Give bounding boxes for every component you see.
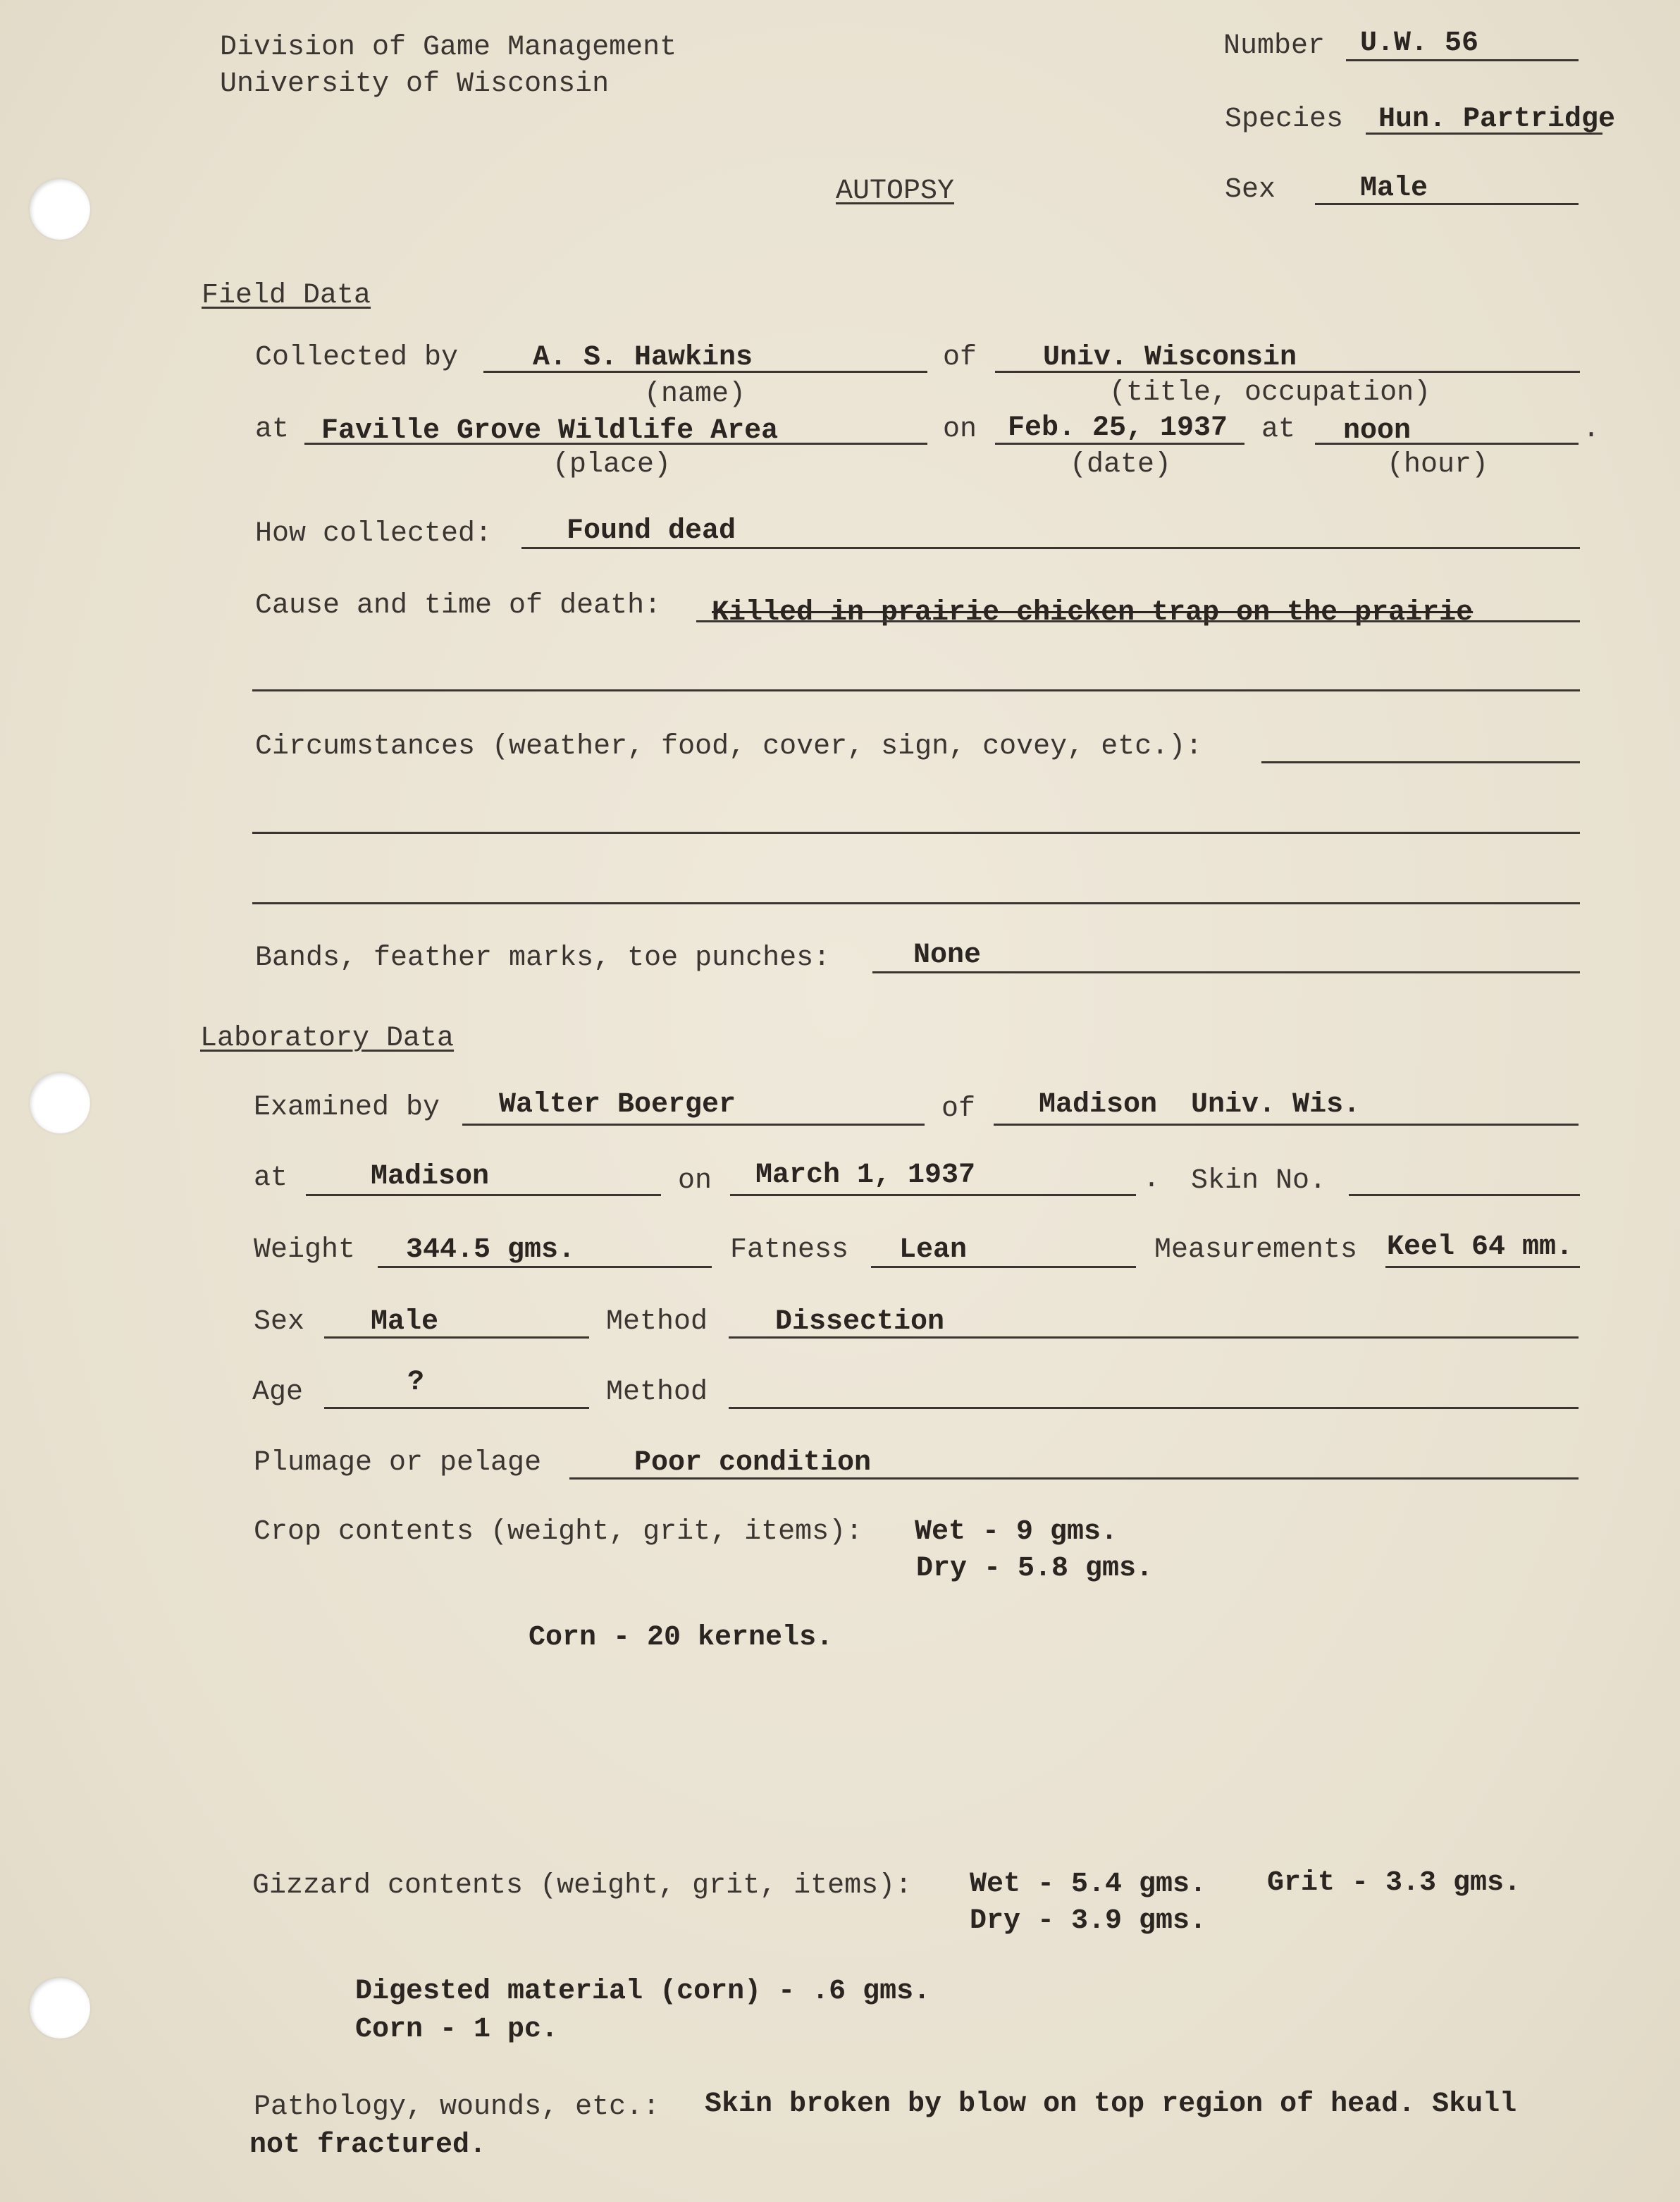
digested-material: Digested material (corn) - .6 gms. bbox=[355, 1976, 931, 2007]
species-rule bbox=[1366, 133, 1602, 135]
place-rule bbox=[304, 443, 927, 445]
weight-value: 344.5 gms. bbox=[406, 1234, 576, 1266]
plumage-rule bbox=[569, 1477, 1579, 1480]
circumstances-label: Circumstances (weather, food, cover, sign, covey, etc.): bbox=[255, 731, 1203, 763]
species-label: Species bbox=[1225, 104, 1344, 135]
gizzard-grit: Grit - 3.3 gms. bbox=[1267, 1867, 1521, 1899]
cause-rule-2 bbox=[252, 689, 1580, 691]
punch-hole-middle bbox=[30, 1073, 90, 1133]
circumstances-rule bbox=[1261, 761, 1580, 763]
age-value: ? bbox=[407, 1367, 425, 1398]
at2-label: at bbox=[1261, 414, 1296, 445]
institution-line-2: University of Wisconsin bbox=[220, 68, 610, 100]
number-rule bbox=[1346, 59, 1579, 61]
how-collected-rule bbox=[521, 547, 1580, 549]
lab-of-rule bbox=[994, 1124, 1579, 1126]
method2-label: Method bbox=[606, 1377, 708, 1408]
lab-on-label: on bbox=[678, 1165, 712, 1197]
lab-at-rule bbox=[306, 1194, 661, 1196]
examined-by-rule bbox=[462, 1124, 925, 1126]
crop-wet: Wet - 9 gms. bbox=[915, 1516, 1118, 1548]
method2-rule bbox=[729, 1407, 1579, 1409]
lab-sex-rule bbox=[324, 1336, 589, 1339]
method-value: Dissection bbox=[775, 1306, 945, 1338]
skin-no-rule bbox=[1349, 1194, 1580, 1196]
measurements-value: Keel 64 mm. bbox=[1387, 1231, 1574, 1263]
weight-label: Weight bbox=[254, 1234, 356, 1266]
bands-value: None bbox=[913, 940, 982, 971]
lab-of-label: of bbox=[941, 1093, 976, 1125]
collected-by-value: A. S. Hawkins bbox=[533, 342, 753, 374]
period: . bbox=[1583, 414, 1600, 445]
plumage-label: Plumage or pelage bbox=[254, 1447, 542, 1479]
hour-caption: (hour) bbox=[1387, 449, 1489, 481]
age-label: Age bbox=[252, 1377, 304, 1408]
method-label: Method bbox=[606, 1306, 708, 1338]
pathology-value-line-1: Skin broken by blow on top region of head. Skull bbox=[705, 2089, 1517, 2120]
cause-value: Killed in prairie chicken trap on the prairie bbox=[712, 597, 1474, 629]
number-label: Number bbox=[1223, 30, 1326, 62]
place-caption: (place) bbox=[552, 449, 672, 481]
header-sex-label: Sex bbox=[1225, 174, 1276, 206]
corn-piece: Corn - 1 pc. bbox=[355, 2014, 559, 2046]
plumage-value: Poor condition bbox=[634, 1447, 872, 1479]
examined-by-label: Examined by bbox=[254, 1092, 440, 1124]
institution-line-1: Division of Game Management bbox=[220, 32, 677, 63]
of-rule bbox=[995, 371, 1580, 373]
hour-rule bbox=[1315, 443, 1579, 445]
name-caption: (name) bbox=[644, 379, 746, 410]
lab-data-heading: Laboratory Data bbox=[200, 1023, 455, 1054]
header-sex-rule bbox=[1315, 203, 1579, 205]
measurements-rule bbox=[1385, 1266, 1580, 1268]
crop-corn: Corn - 20 kernels. bbox=[529, 1622, 834, 1654]
crop-label: Crop contents (weight, grit, items): bbox=[254, 1516, 863, 1548]
punch-hole-top bbox=[30, 179, 90, 240]
lab-of-value: Madison Univ. Wis. bbox=[1039, 1089, 1361, 1121]
header-sex-value: Male bbox=[1360, 173, 1428, 204]
lab-at-label: at bbox=[254, 1162, 288, 1194]
field-data-heading: Field Data bbox=[202, 280, 371, 312]
crop-dry: Dry - 5.8 gms. bbox=[916, 1553, 1154, 1585]
pathology-value-line-2: not fractured. bbox=[249, 2129, 487, 2161]
title-caption: (title, occupation) bbox=[1109, 377, 1431, 409]
age-rule bbox=[324, 1407, 589, 1409]
bands-rule bbox=[872, 971, 1580, 973]
date-rule bbox=[995, 443, 1244, 445]
collected-by-rule bbox=[483, 371, 927, 373]
place-value: Faville Grove Wildlife Area bbox=[321, 415, 779, 447]
lab-on-value: March 1, 1937 bbox=[755, 1160, 976, 1191]
of-label: of bbox=[943, 342, 977, 374]
lab-on-rule bbox=[730, 1194, 1136, 1196]
date-value: Feb. 25, 1937 bbox=[1008, 412, 1228, 444]
species-value: Hun. Partridge bbox=[1378, 104, 1616, 135]
fatness-rule bbox=[871, 1266, 1136, 1268]
circumstances-rule-2 bbox=[252, 832, 1580, 834]
lab-period: . bbox=[1143, 1164, 1161, 1195]
at-label: at bbox=[255, 414, 290, 445]
weight-rule bbox=[378, 1266, 712, 1268]
fatness-label: Fatness bbox=[730, 1234, 849, 1266]
bands-label: Bands, feather marks, toe punches: bbox=[255, 942, 831, 974]
circumstances-rule-3 bbox=[252, 902, 1580, 904]
collected-by-label: Collected by bbox=[255, 342, 459, 374]
of-value: Univ. Wisconsin bbox=[1043, 342, 1297, 374]
measurements-label: Measurements bbox=[1154, 1234, 1358, 1266]
form-title: AUTOPSY bbox=[836, 176, 955, 207]
examined-by-value: Walter Boerger bbox=[499, 1089, 736, 1121]
gizzard-dry: Dry - 3.9 gms. bbox=[970, 1905, 1207, 1937]
on-label: on bbox=[943, 414, 977, 445]
lab-sex-label: Sex bbox=[254, 1306, 305, 1338]
cause-rule bbox=[696, 620, 1580, 622]
punch-hole-bottom bbox=[30, 1978, 90, 2038]
skin-no-label: Skin No. bbox=[1191, 1165, 1327, 1197]
fatness-value: Lean bbox=[899, 1234, 968, 1266]
date-caption: (date) bbox=[1070, 449, 1172, 481]
lab-at-value: Madison bbox=[371, 1161, 490, 1193]
pathology-label: Pathology, wounds, etc.: bbox=[254, 2091, 660, 2123]
number-value: U.W. 56 bbox=[1360, 27, 1479, 59]
how-collected-value: Found dead bbox=[567, 515, 736, 547]
lab-sex-value: Male bbox=[371, 1306, 439, 1338]
gizzard-wet: Wet - 5.4 gms. bbox=[970, 1869, 1207, 1900]
gizzard-label: Gizzard contents (weight, grit, items): bbox=[252, 1870, 913, 1902]
cause-label: Cause and time of death: bbox=[255, 590, 662, 622]
how-collected-label: How collected: bbox=[255, 518, 493, 550]
method-rule bbox=[729, 1336, 1579, 1339]
hour-value: noon bbox=[1343, 415, 1412, 447]
